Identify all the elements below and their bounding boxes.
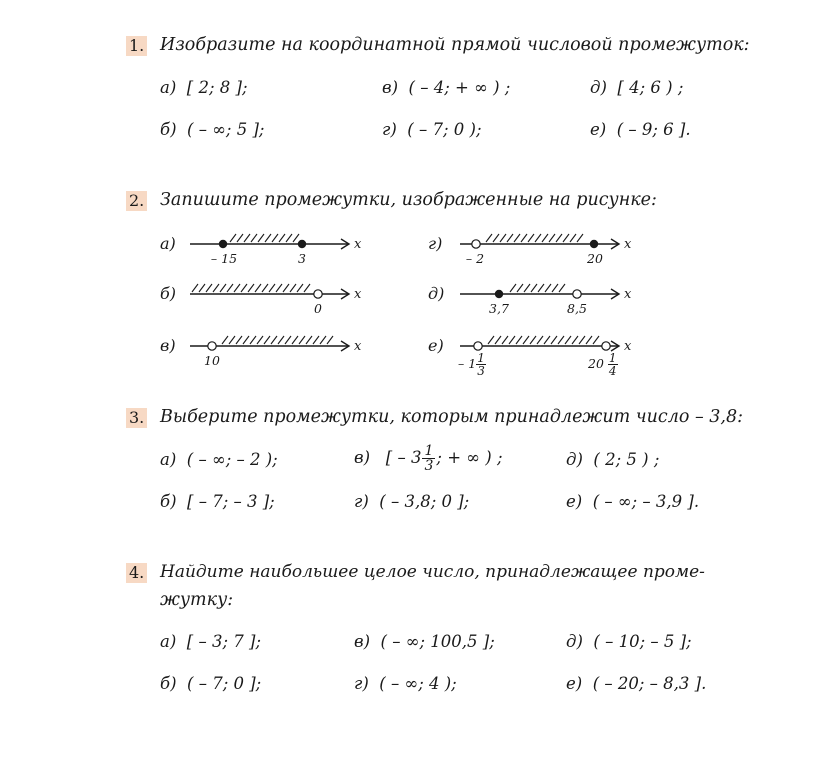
item-label: в) (382, 78, 399, 97)
tick-g-left: – 2 (465, 251, 485, 266)
tick-v-left: 10 (204, 353, 220, 368)
closed-point (590, 240, 598, 248)
task-4-title-line1: Найдите наибольшее целое число, принадлежащее проме- (160, 562, 705, 582)
open-point (573, 290, 581, 298)
number-line-d (456, 282, 636, 306)
item-value: ( – ∞; – 2 ); (186, 450, 278, 469)
task-3-item-a (160, 450, 278, 469)
task-3-title: Выберите промежутки, которым принадлежит число – 3,8: (160, 407, 743, 427)
task-1-number: 1. (126, 36, 147, 56)
item-value: ( – ∞; 5 ]; (187, 120, 265, 139)
closed-point (219, 240, 227, 248)
closed-point (495, 290, 503, 298)
item-value: ( 2; 5 ) ; (593, 450, 660, 469)
item-label: б) (160, 492, 177, 511)
item-label: е) (590, 120, 607, 139)
closed-point (298, 240, 306, 248)
item-label: в) (354, 632, 371, 651)
item-label: в) (354, 448, 371, 467)
task-1-item-g (382, 120, 482, 139)
task-3-item-b (160, 492, 275, 511)
axis-x-label: x (624, 339, 632, 354)
item-label: г) (382, 120, 397, 139)
item-value: ( – 20; – 8,3 ]. (592, 674, 707, 693)
tick-b-right: 0 (314, 301, 322, 316)
item-value: ( – 7; 0 ]; (187, 674, 262, 693)
task-1-item-v (382, 78, 510, 97)
item-label: д) (566, 632, 583, 651)
item-value-suffix: ; + ∞ ) ; (436, 448, 503, 467)
line-e-label: е) (428, 336, 444, 355)
item-label: д) (590, 78, 607, 97)
hatching (222, 336, 333, 344)
line-g-label: г) (428, 234, 443, 253)
tick-whole: – 1 (458, 356, 477, 371)
task-3-item-d (566, 450, 659, 469)
item-label: е) (566, 492, 583, 511)
axis-x-label: x (354, 287, 362, 302)
task-4-item-a (160, 632, 261, 651)
open-point (208, 342, 216, 350)
line-a-label: а) (160, 234, 176, 253)
hatching (488, 336, 599, 344)
task-4-item-d (566, 632, 692, 651)
item-label: д) (566, 450, 583, 469)
hatching (510, 284, 565, 292)
task-4-item-v (354, 632, 495, 651)
tick-d-right: 8,5 (567, 301, 587, 316)
line-b-label: б) (160, 284, 177, 303)
line-d-label: д) (428, 284, 445, 303)
task-4-title-line2: жутку: (160, 590, 234, 610)
task-1-item-b (160, 120, 264, 139)
item-label: г) (354, 674, 369, 693)
item-value: ( – ∞; 100,5 ]; (380, 632, 495, 651)
tick-fraction: $\frac{1}{4}$ (608, 351, 617, 378)
item-value-prefix: [ – 3 (385, 448, 422, 467)
item-value: ( – 4; + ∞ ) ; (408, 78, 511, 97)
item-label: е) (566, 674, 583, 693)
item-value: [ 2; 8 ]; (186, 78, 248, 97)
item-label: г) (354, 492, 369, 511)
axis-x-label: x (354, 237, 362, 252)
item-label: а) (160, 78, 177, 97)
item-value: [ – 7; – 3 ]; (187, 492, 275, 511)
task-1-item-a (160, 78, 248, 97)
axis-x-label: x (354, 339, 362, 354)
task-4-item-e (566, 674, 706, 693)
tick-d-left: 3,7 (489, 301, 509, 316)
hatching (486, 234, 583, 242)
item-label: б) (160, 120, 177, 139)
item-value: ( – 9; 6 ]. (616, 120, 691, 139)
hatching (230, 234, 299, 242)
line-v-label: в) (160, 336, 176, 355)
item-value: ( – 7; 0 ); (407, 120, 482, 139)
item-label: а) (160, 450, 177, 469)
item-label: б) (160, 674, 177, 693)
task-4-number: 4. (126, 563, 147, 583)
tick-whole: 20 (588, 356, 604, 371)
task-1-item-e (590, 120, 691, 139)
number-line-b (186, 282, 366, 306)
item-value: ( – 10; – 5 ]; (593, 632, 692, 651)
tick-e-left (458, 352, 486, 377)
open-point (314, 290, 322, 298)
item-fraction: $\frac{1}{3}$ (424, 443, 434, 474)
item-value: ( – ∞; 4 ); (379, 674, 457, 693)
item-value: [ 4; 6 ) ; (617, 78, 684, 97)
task-4-item-g (354, 674, 457, 693)
open-point (602, 342, 610, 350)
item-label: а) (160, 632, 177, 651)
task-3-item-v (354, 444, 503, 473)
item-value: [ – 3; 7 ]; (186, 632, 261, 651)
axis-x-label: x (624, 287, 632, 302)
task-1-title: Изобразите на координатной прямой числовой промежуток: (160, 35, 750, 55)
tick-fraction: $\frac{1}{3}$ (477, 351, 485, 378)
task-3-item-g (354, 492, 469, 511)
tick-e-right (588, 352, 618, 377)
item-value: ( – 3,8; 0 ]; (379, 492, 470, 511)
tick-g-right: 20 (587, 251, 603, 266)
tick-a-right: 3 (298, 251, 306, 266)
item-value: ( – ∞; – 3,9 ]. (592, 492, 700, 511)
hatching (192, 284, 310, 292)
open-point (474, 342, 482, 350)
axis-x-label: x (624, 237, 632, 252)
task-2-title: Запишите промежутки, изображенные на рисунке: (160, 190, 657, 210)
tick-a-left: – 15 (210, 251, 238, 266)
task-2-number: 2. (126, 191, 147, 211)
task-4-item-b (160, 674, 261, 693)
task-3-item-e (566, 492, 699, 511)
task-1-item-d (590, 78, 683, 97)
open-point (472, 240, 480, 248)
task-3-number: 3. (126, 408, 147, 428)
